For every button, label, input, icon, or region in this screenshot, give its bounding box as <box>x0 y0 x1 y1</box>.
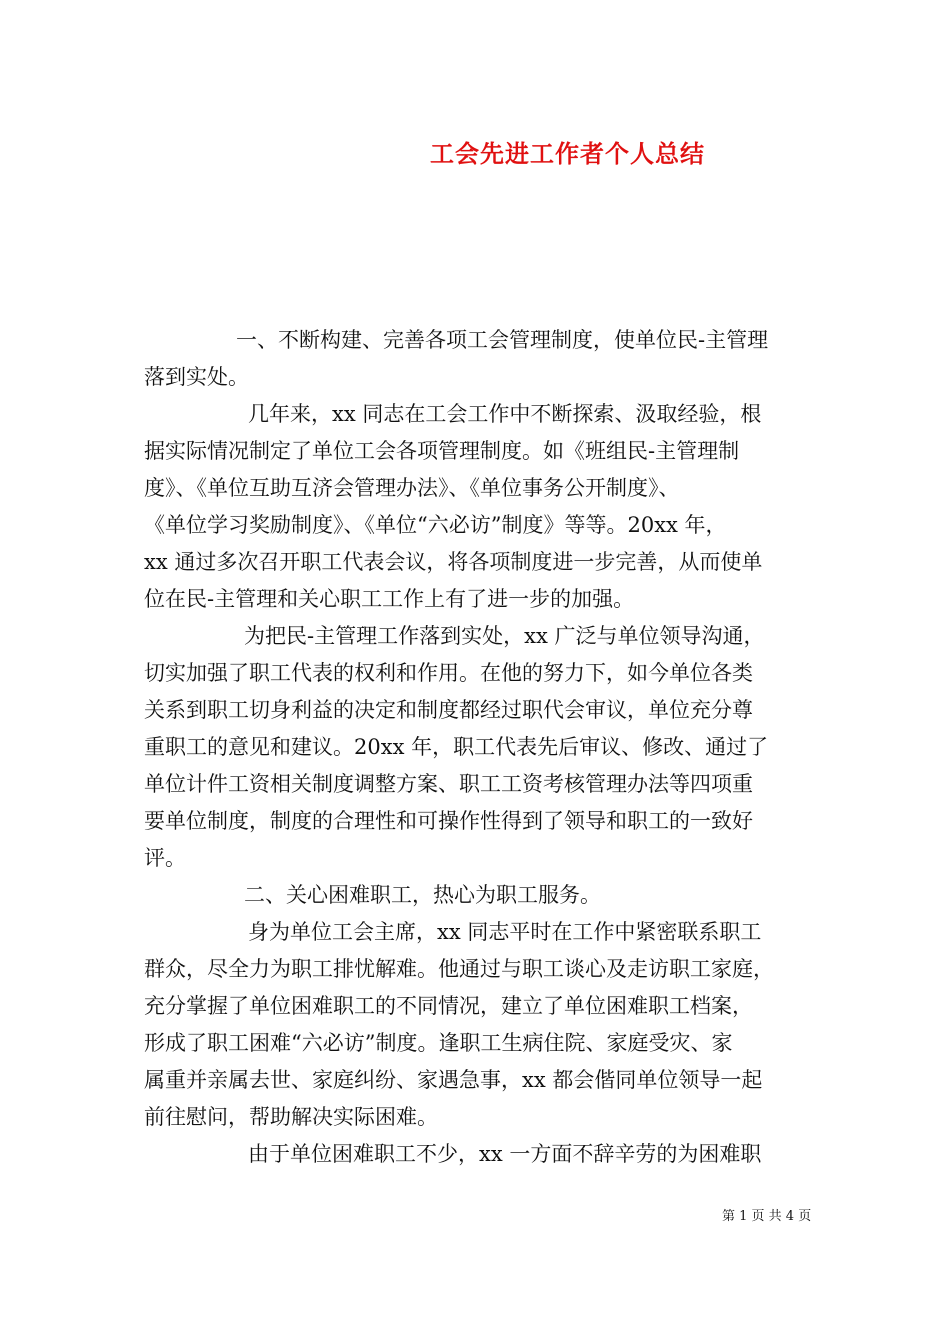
text-line: 属重并亲属去世、家庭纠纷、家遇急事，xx 都会偕同单位领导一起 <box>144 1068 763 1092</box>
paragraph-start: 为把民-主管理工作落到实处，xx 广泛与单位领导沟通， <box>244 624 765 648</box>
paragraph-start: 身为单位工会主席，xx 同志平时在工作中紧密联系职工 <box>248 920 762 944</box>
document-title: 工会先进工作者个人总结 <box>430 140 705 168</box>
text-line: 《单位学习奖励制度》、《单位“六必访”制度》等等。20xx 年， <box>144 513 727 537</box>
text-line: 落到实处。 <box>144 365 249 389</box>
text-line: 位在民-主管理和关心职工工作上有了进一步的加强。 <box>144 587 635 611</box>
page-number: 第 1 页 共 4 页 <box>722 1209 812 1224</box>
text-line: 单位计件工资相关制度调整方案、职工工资考核管理办法等四项重 <box>144 772 753 796</box>
text-line: 群众，尽全力为职工排忧解难。他通过与职工谈心及走访职工家庭， <box>144 957 774 981</box>
text-line: 切实加强了职工代表的权利和作用。在他的努力下，如今单位各类 <box>144 661 753 685</box>
text-line: 充分掌握了单位困难职工的不同情况，建立了单位困难职工档案， <box>144 994 753 1018</box>
text-line: 度》、《单位互助互济会管理办法》、《单位事务公开制度》、 <box>144 476 680 500</box>
paragraph-start: 几年来，xx 同志在工会工作中不断探索、汲取经验，根 <box>248 402 762 426</box>
text-line: 形成了职工困难“六必访”制度。逢职工生病住院、家庭受灾、家 <box>144 1031 733 1055</box>
document-body <box>144 322 810 1173</box>
text-line: 关系到职工切身利益的决定和制度都经过职代会审议，单位充分尊 <box>144 698 753 722</box>
text-line: 评。 <box>144 846 186 870</box>
text-line: 据实际情况制定了单位工会各项管理制度。如《班组民-主管理制 <box>144 439 740 463</box>
text-line: xx 通过多次召开职工代表会议，将各项制度进一步完善，从而使单 <box>144 550 763 574</box>
section-heading: 二、关心困难职工，热心为职工服务。 <box>244 883 601 907</box>
paragraph-start: 由于单位困难职工不少，xx 一方面不辞辛劳的为困难职 <box>248 1142 762 1166</box>
text-line: 前往慰问，帮助解决实际困难。 <box>144 1105 438 1129</box>
text-line: 重职工的意见和建议。20xx 年，职工代表先后审议、修改、通过了 <box>144 735 769 759</box>
section-heading: 一、不断构建、完善各项工会管理制度，使单位民-主管理 <box>236 328 769 352</box>
text-line: 要单位制度，制度的合理性和可操作性得到了领导和职工的一致好 <box>144 809 753 833</box>
